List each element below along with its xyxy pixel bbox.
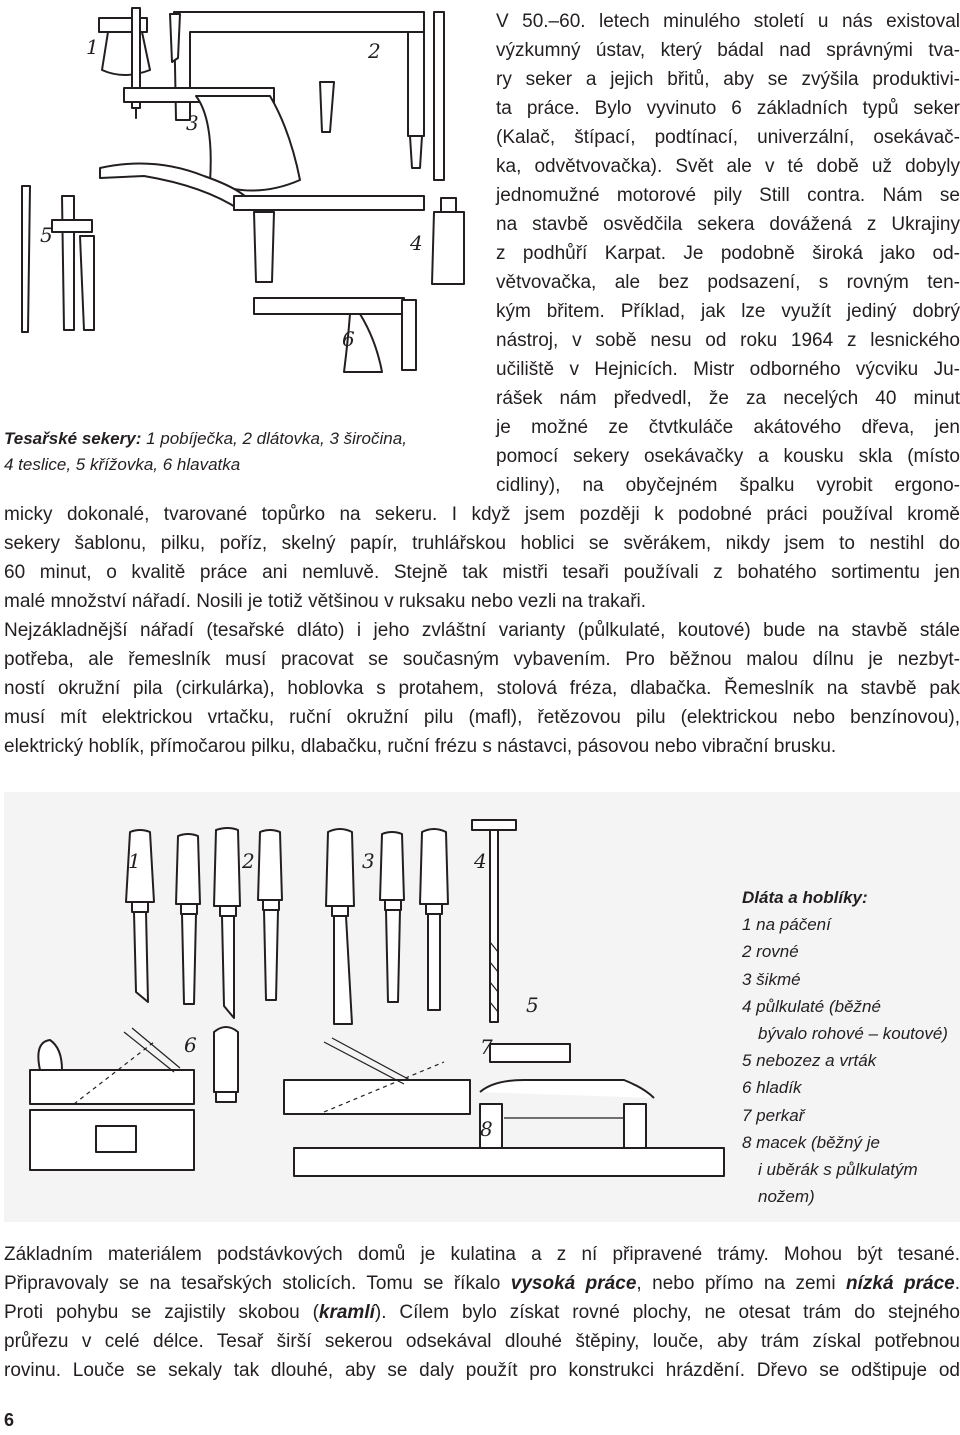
legend-item: 6 hladík — [742, 1078, 802, 1098]
plane-7-drawing — [284, 1038, 654, 1114]
column-line: je možné ze čtvtkuláče akátového dřeva, jen — [496, 417, 960, 438]
column-line: V 50.–60. letech minulého století u nás existoval — [496, 11, 960, 32]
legend-title: Dláta a hoblíky: — [742, 888, 868, 907]
fig2-label-7: 7 — [480, 1035, 493, 1059]
term-kramli: kramlí — [318, 1302, 375, 1323]
legend-item: nožem) — [758, 1187, 815, 1207]
body-line: Nejzákladnější nářadí (tesařské dláto) i jeho zvláštní varianty (půlkulaté, koutové) bude na stavbě stále — [4, 620, 960, 641]
fig2-label-4: 4 — [474, 849, 487, 873]
column-line: ry seker a jejich břitů, aby se zvýšila produktivi- — [496, 69, 960, 90]
term-nizka-prace: nízká práce — [846, 1273, 955, 1294]
axes-illustration — [4, 0, 492, 400]
body-line: 60 minut, o kvalitě práce ani nemluvě. Stejně tak mistři tesaři používali z bohatého sortimentu jen — [4, 562, 960, 583]
chisel-3-drawing — [326, 829, 354, 1024]
body-line: micky dokonalé, tvarované topůrko na sekeru. I když jsem později k podobné práci používal kromě — [4, 504, 960, 525]
column-line: z podhůří Karpat. Je podobně široká jako od- — [496, 243, 960, 264]
legend-item: 5 nebozez a vrták — [742, 1051, 877, 1071]
fig2-label-8: 8 — [480, 1117, 493, 1141]
figure2-legend — [742, 884, 948, 1210]
fig2-label-6: 6 — [184, 1033, 197, 1057]
label-4: 4 — [410, 231, 423, 255]
chisel-4-drawing — [420, 829, 448, 1010]
body-line: malé množství nářadí. Nosili je totiž většinou v ruksaku nebo vezli na trakaři. — [4, 591, 647, 612]
body-line: potřeba, ale řemeslník musí pracovat se současným vybavením. Pro běžnou malou dílnu je nezbyt- — [4, 649, 960, 670]
body-line: elektrický hoblík, přímočarou pilku, dlabačku, ruční frézu s nástavci, pásovou nebo vibrační brusku. — [4, 736, 837, 757]
column-line: jednomužné motorové pily Still contra. Nám se — [496, 185, 960, 206]
fig2-label-5: 5 — [526, 993, 539, 1017]
page-number: 6 — [4, 1410, 15, 1430]
term-vysoka-prace: vysoká práce — [510, 1273, 637, 1294]
bottom-line: Proti pohybu se zajistily skobou (kramlí). Cílem bylo získat rovné plochy, ne otesat trám do stejného — [4, 1302, 960, 1323]
figure1-caption — [4, 426, 407, 478]
axe-5-drawing — [22, 186, 94, 332]
bottom-line: Připravovaly se na tesařských stolicích. Tomu se říkalo vysoká práce, nebo přímo na zemi nízká práce. — [4, 1273, 960, 1294]
column-line: na stavbě osvědčila sekera dovážená z Ukrajiny — [496, 214, 960, 235]
body-line: ností okružní pila (cirkulárka), hoblovka s protahem, stolová fréza, dlabačka. Řemeslník na stavbě pak — [4, 678, 960, 699]
bottom-line: rovinu. Louče se sekaly tak dlouhé, aby se daly použít pro konstrukci hrázdění. Dřevo se odštipuje od — [4, 1360, 960, 1381]
column-line: kým břitem. Příklad, jak lze využít jediný dobrý — [496, 301, 960, 322]
fig2-label-2: 2 — [242, 849, 255, 873]
legend-item: 2 rovné — [742, 942, 799, 962]
column-line: výzkumný ústav, který bádal nad správnými tva- — [496, 40, 960, 61]
axes-figure — [4, 0, 492, 400]
axe-6-drawing — [254, 298, 416, 372]
label-6: 6 — [342, 327, 355, 351]
legend-item: 4 půlkulaté (běžné — [742, 996, 881, 1016]
legend-item: 1 na páčení — [742, 915, 831, 935]
column-line: pomocí sekery osekávačky a kousku skla (místo — [496, 446, 960, 467]
label-1: 1 — [86, 35, 99, 59]
column-line: rášek nám předvedl, že za necelých 40 minut — [496, 388, 960, 409]
caption-line2: 4 teslice, 5 křížovka, 6 hlavatka — [4, 455, 241, 474]
column-line: cidliny), na obyčejném špalku vyrobit ergono- — [496, 475, 960, 496]
legend-item: i uběrák s půlkulatým — [758, 1160, 918, 1180]
chisel-2b-drawing — [258, 830, 282, 1000]
body-line: sekery šablonu, pilku, poříz, skelný papír, truhlářskou hoblici se svěrákem, nikdy jsem to nestihl do — [4, 533, 960, 554]
legend-item: 7 perkař — [742, 1105, 805, 1125]
column-line: ka, odvětvovačka). Svět ale v té době už dobyly — [496, 156, 960, 177]
column-line: větvovačka, ale bez podsazení, s rovným ten- — [496, 272, 960, 293]
caption-line1: 1 pobíječka, 2 dlátovka, 3 širočina, — [141, 429, 407, 448]
legend-item: 8 macek (běžný je — [742, 1132, 880, 1152]
label-3: 3 — [186, 111, 199, 135]
fig2-label-3: 3 — [362, 849, 375, 873]
column-line: nástroj, v sobě nesu od roku 1964 z lesnického — [496, 330, 960, 351]
label-5: 5 — [40, 223, 53, 247]
legend-item: bývalo rohové – koutové) — [758, 1024, 948, 1044]
column-line: ta práce. Bylo vyvinuto 6 základních typů seker — [496, 98, 960, 119]
label-2: 2 — [368, 39, 381, 63]
body-line: musí mít elektrickou vrtačku, ruční okružní pilu (mafl), řetězovou pilu (elektrickou nebo benzínovou), — [4, 707, 960, 728]
legend-item: 3 šikmé — [742, 969, 801, 989]
fig2-label-1: 1 — [128, 849, 141, 873]
bottom-line: průřezu v celé délce. Tesař širší sekerou odsekával dlouhé štěpiny, louče, aby trám získal potřebnou — [4, 1331, 960, 1352]
column-line: (Kalač, štípací, podtínací, univerzální, osekávač- — [496, 127, 960, 148]
chisel-1b-drawing — [176, 834, 200, 1004]
caption-title: Tesařské sekery: — [4, 429, 142, 448]
column-line: učiliště v Hejnicích. Mistr odborného výcviku Ju- — [496, 359, 960, 380]
bottom-line: Základním materiálem podstávkových domů je kulatina a z ní připravené trámy. Mohou být tesané. — [4, 1244, 960, 1265]
chisel-3b-drawing — [380, 832, 404, 1002]
plane-6-drawing — [30, 1027, 238, 1170]
chisel-2-drawing — [214, 828, 240, 1018]
